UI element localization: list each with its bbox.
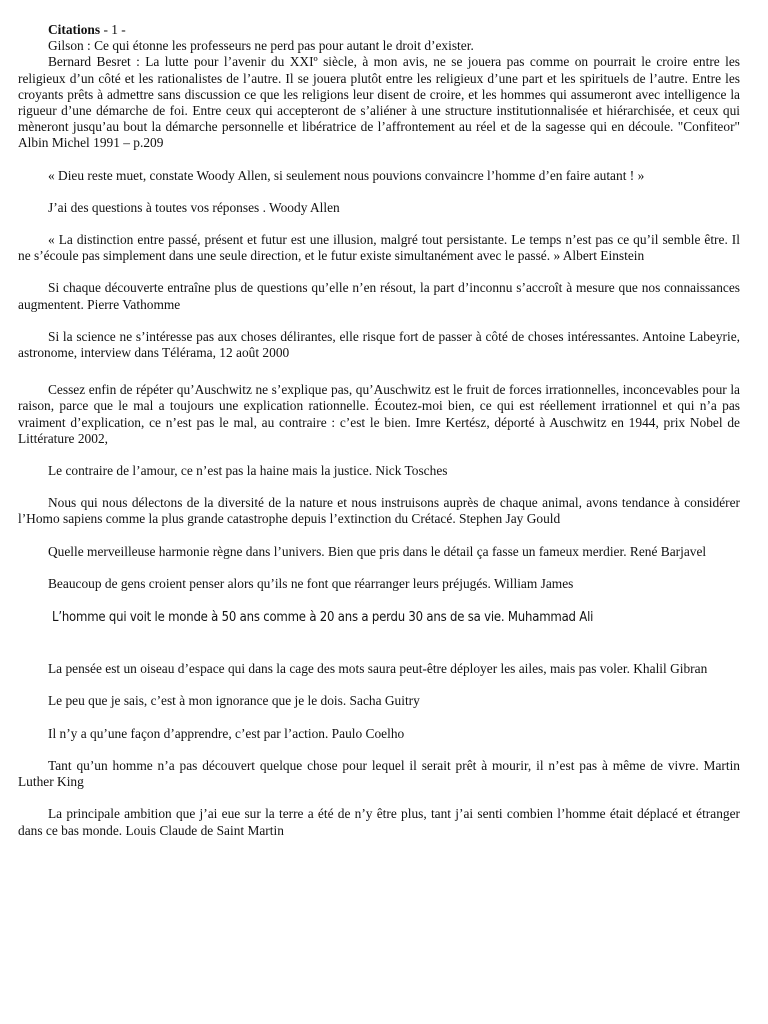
quote-coelho: Il n’y a qu’une façon d’apprendre, c’est par l’action. Paulo Coelho bbox=[48, 725, 405, 741]
quote-gilson: Gilson : Ce qui étonne les professeurs ne perd pas pour autant le droit d’exister. bbox=[48, 38, 474, 54]
quote-woody-allen-silence: « Dieu reste muet, constate Woody Allen, si seulement nous pouvions convaincre l’homme d’en faire autant ! » bbox=[48, 167, 645, 183]
quote-barjavel: Quelle merveilleuse harmonie règne dans l’univers. Bien que pris dans le détail ça fasse un fameux merdier. René Barjavel bbox=[48, 543, 707, 559]
quote-muhammad-ali: L’homme qui voit le monde à 50 ans comme à 20 ans a perdu 30 ans de sa vie. Muhammad Ali bbox=[52, 610, 594, 626]
quote-gibran: La pensée est un oiseau d’espace qui dans la cage des mots saura peut-être déployer les ailes, mais pas voler. Khalil Gibran bbox=[48, 661, 708, 677]
document-heading bbox=[18, 22, 740, 38]
document-page bbox=[18, 22, 740, 839]
quote-gould: Nous qui nous délectons de la diversité de la nature et nous instruisons auprès de chaque animal, avons tendance à considérer l’Homo sapiens comme la plus grande catastrophe depuis l’extinction du Crétacé. Stephen Jay Gould bbox=[18, 495, 740, 527]
quote-einstein: « La distinction entre passé, présent et futur est une illusion, malgré tout persistante. Le temps n’est pas ce qu’il semble être. Il ne s’écoule pas simplement dans une seule direction, et le futur existe simultanément avec le passé. » Albert Einstein bbox=[18, 232, 740, 264]
document-title: Citations bbox=[48, 22, 101, 37]
quote-guitry: Le peu que je sais, c’est à mon ignorance que je le dois. Sacha Guitry bbox=[48, 693, 420, 709]
quote-tosches: Le contraire de l’amour, ce n’est pas la haine mais la justice. Nick Tosches bbox=[48, 463, 448, 479]
quote-woody-allen-questions: J’ai des questions à toutes vos réponses . Woody Allen bbox=[48, 199, 340, 215]
quote-labeyrie: Si la science ne s’intéresse pas aux choses délirantes, elle risque fort de passer à côté de choses intéressantes. Antoine Labeyrie, astronome, interview dans Télérama, 12 août 2000 bbox=[18, 328, 740, 361]
quote-saint-martin: La principale ambition que j’ai eue sur la terre a été de n’y être plus, tant j’ai senti combien l’homme était déplacé et étranger dans ce bas monde. Louis Claude de Saint Martin bbox=[18, 806, 740, 838]
quote-besret: Bernard Besret : La lutte pour l’avenir du XXIº siècle, à mon avis, ne se jouera pas comme on pourrait le croire entre les religieux d’un côté et les rationalistes de l’autre. Il se jouera plutôt entre les religieux d’une part et les spirituels de l’autre. Entre les croyants prêts à admettre sans discussion ce que les religions leur disent de croire, et les hommes qui assumeront avec intelligence la rigueur d’une démarche de foi. Entre ceux qui accepteront de s’aliéner à une structure institutionnalisée et hiérarchisée, et ceux qui mèneront jusqu’au bout la démarche personnelle et libératrice de l’affrontement au réel et de la sagesse qui en découle. "Confiteor" Albin Michel 1991 – p.209 bbox=[18, 54, 740, 151]
quote-kertesz: Cessez enfin de répéter qu’Auschwitz ne s’explique pas, qu’Auschwitz est le fruit de forces irrationnelles, inconcevables pour la raison, parce que le mal a toujours une explication rationnelle. Écoutez-moi bien, ce qui est réellement irrationnel et qui n’a pas vraiment d’explication, ce n’est pas le mal, au contraire : c’est le bien. Imre Kertész, déporté à Auschwitz en 1944, prix Nobel de Littérature 2002, bbox=[18, 382, 740, 446]
page-marker: - 1 - bbox=[100, 22, 126, 37]
quote-william-james: Beaucoup de gens croient penser alors qu’ils ne font que réarranger leurs préjugés. William James bbox=[48, 575, 574, 591]
quote-luther-king: Tant qu’un homme n’a pas découvert quelque chose pour lequel il serait prêt à mourir, il n’est pas à même de vivre. Martin Luther King bbox=[18, 757, 740, 790]
quote-vathomme: Si chaque découverte entraîne plus de questions qu’elle n’en résout, la part d’inconnu s’accroît à mesure que nos connaissances augmentent. Pierre Vathomme bbox=[18, 280, 740, 312]
